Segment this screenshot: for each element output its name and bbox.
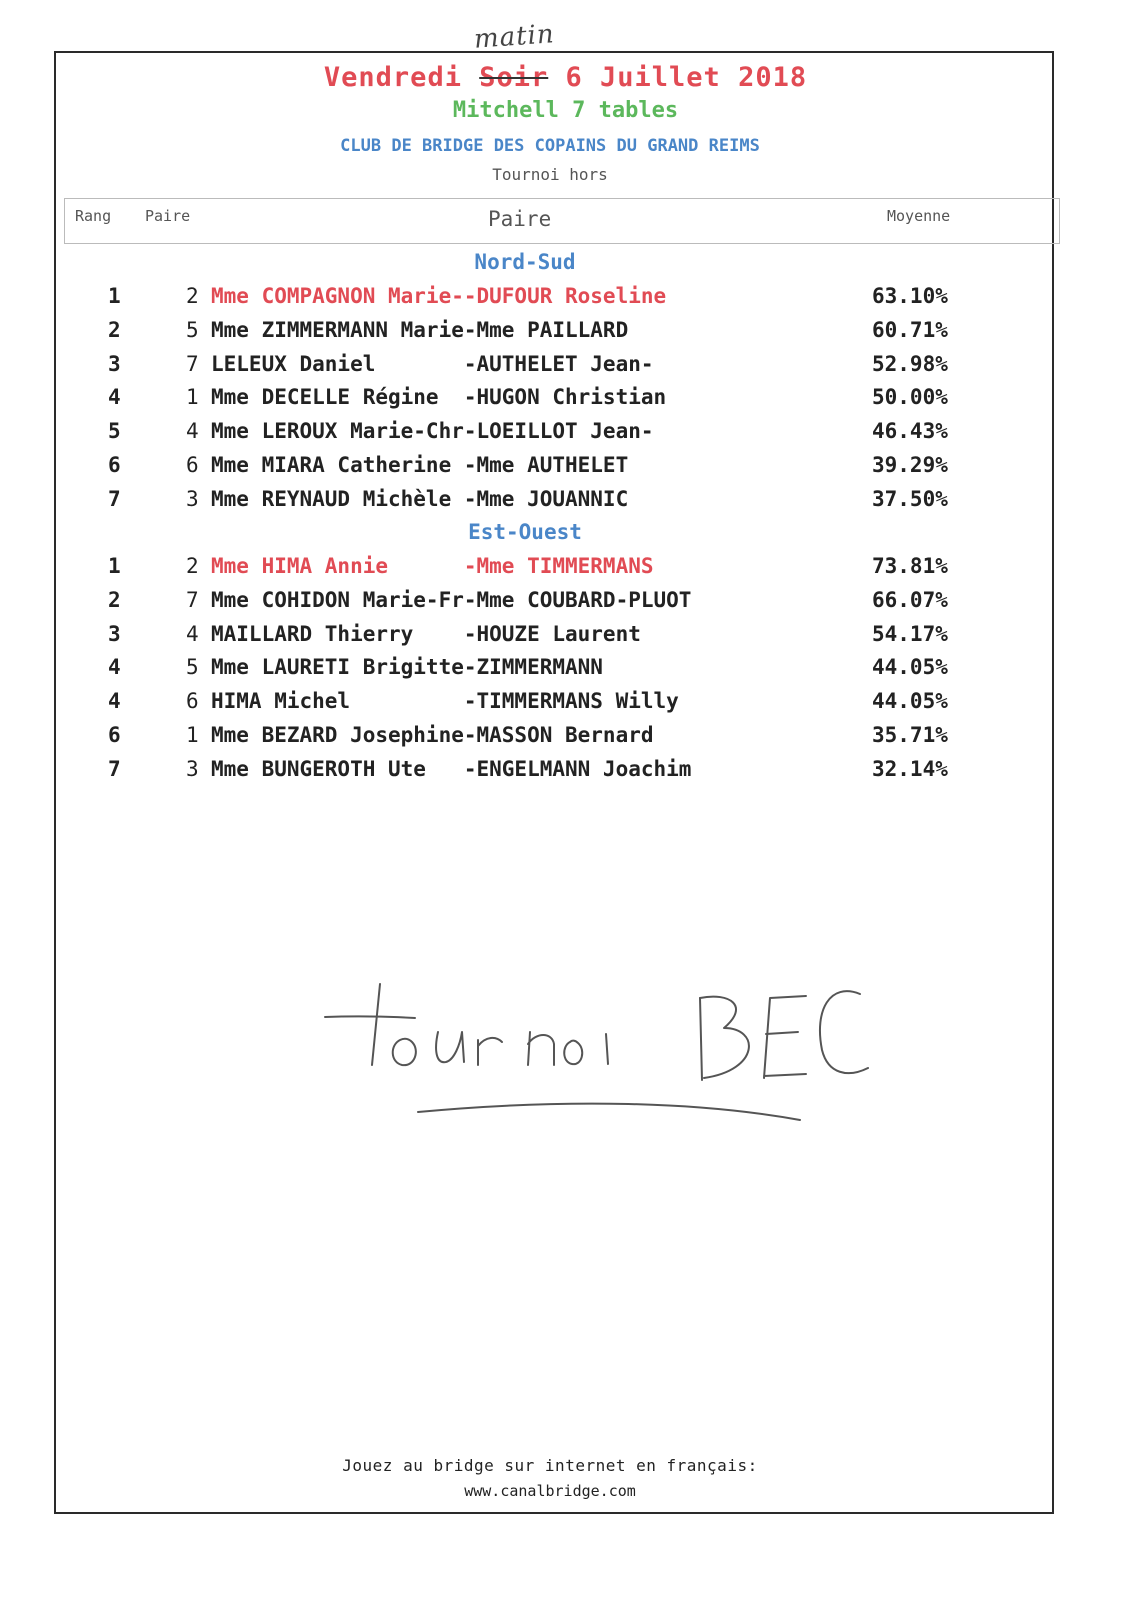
result-rang: 5 — [108, 419, 121, 444]
result-paire: 7 — [186, 351, 199, 376]
result-rang: 4 — [108, 385, 121, 410]
result-rang: 7 — [108, 486, 121, 511]
result-paire: 5 — [186, 317, 199, 342]
result-rang: 1 — [108, 554, 121, 578]
table-row — [0, 385, 1131, 419]
result-paire: 2 — [186, 284, 199, 308]
result-names: MAILLARD Thierry -HOUZE Laurent — [211, 621, 641, 646]
result-names: Mme COMPAGNON Marie--DUFOUR Roseline — [211, 284, 667, 308]
result-rang: 6 — [108, 453, 121, 477]
result-moyenne: 44.05% — [872, 689, 948, 714]
table-row — [0, 588, 1131, 622]
table-row — [0, 419, 1131, 453]
result-paire: 7 — [186, 587, 199, 612]
signature-underline — [418, 1104, 800, 1120]
result-rang: 1 — [108, 284, 121, 308]
result-names: Mme HIMA Annie -Mme TIMMERMANS — [211, 554, 654, 578]
result-rang: 6 — [108, 723, 121, 747]
result-names: Mme BEZARD Josephine-MASSON Bernard — [211, 723, 654, 747]
result-names: LELEUX Daniel -AUTHELET Jean- — [211, 351, 654, 376]
result-moyenne: 73.81% — [872, 554, 948, 578]
subtitle: Mitchell 7 tables — [452, 98, 679, 123]
column-header-paire-main: Paire — [488, 207, 552, 231]
title-date: 6 Juillet 2018 — [565, 62, 808, 93]
result-paire: 6 — [186, 453, 199, 477]
result-moyenne: 46.43% — [872, 419, 948, 444]
handwritten-signature — [320, 970, 880, 1140]
footer-text: Jouez au bridge sur internet en français: — [342, 1456, 758, 1475]
result-moyenne: 63.10% — [872, 284, 948, 308]
result-names: Mme LEROUX Marie-Chr-LOEILLOT Jean- — [211, 419, 654, 444]
result-rang: 2 — [108, 587, 121, 612]
result-paire: 6 — [186, 689, 199, 714]
result-moyenne: 39.29% — [872, 453, 948, 477]
result-moyenne: 37.50% — [872, 486, 948, 511]
result-moyenne: 66.07% — [872, 587, 948, 612]
column-header-moyenne: Moyenne — [887, 207, 951, 225]
table-row — [0, 318, 1131, 352]
result-rang: 2 — [108, 317, 121, 342]
handwritten-note: matin — [473, 19, 556, 55]
column-header-box — [64, 198, 1060, 244]
section-title: Nord-Sud — [474, 250, 576, 274]
result-paire: 3 — [186, 486, 199, 511]
result-rang: 4 — [108, 655, 121, 680]
table-row — [0, 723, 1131, 757]
table-row — [0, 622, 1131, 656]
result-moyenne: 50.00% — [872, 385, 948, 410]
table-row — [0, 757, 1131, 791]
title-struck-word: Soir — [479, 62, 549, 93]
section-title: Est-Ouest — [468, 520, 582, 544]
result-paire: 5 — [186, 655, 199, 680]
result-rang: 3 — [108, 351, 121, 376]
result-names: HIMA Michel -TIMMERMANS Willy — [211, 689, 679, 714]
result-moyenne: 32.14% — [872, 756, 948, 781]
result-names: Mme MIARA Catherine -Mme AUTHELET — [211, 453, 629, 477]
title-day: Vendredi — [323, 62, 462, 93]
result-names: Mme COHIDON Marie-Fr-Mme COUBARD-PLUOT — [211, 587, 692, 612]
result-rang: 7 — [108, 756, 121, 781]
table-row — [0, 453, 1131, 487]
table-row — [0, 554, 1131, 588]
result-names: Mme DECELLE Régine -HUGON Christian — [211, 385, 667, 410]
column-header-rang: Rang — [75, 207, 112, 225]
result-names: Mme LAURETI Brigitte-ZIMMERMANN — [211, 655, 603, 680]
column-header-paire: Paire — [145, 207, 191, 225]
footer-link[interactable]: www.canalbridge.com — [464, 1482, 636, 1500]
result-moyenne: 60.71% — [872, 317, 948, 342]
result-paire: 4 — [186, 621, 199, 646]
result-rang: 3 — [108, 621, 121, 646]
result-moyenne: 54.17% — [872, 621, 948, 646]
club-name: CLUB DE BRIDGE DES COPAINS DU GRAND REIMS — [340, 136, 760, 156]
table-row — [0, 284, 1131, 318]
result-paire: 3 — [186, 756, 199, 781]
table-row — [0, 689, 1131, 723]
result-names: Mme BUNGEROTH Ute -ENGELMANN Joachim — [211, 756, 692, 781]
result-paire: 1 — [186, 385, 199, 410]
table-row — [0, 352, 1131, 386]
table-row — [0, 655, 1131, 689]
page-title — [0, 62, 1131, 93]
result-moyenne: 52.98% — [872, 351, 948, 376]
result-moyenne: 44.05% — [872, 655, 948, 680]
result-paire: 2 — [186, 554, 199, 578]
result-names: Mme ZIMMERMANN Marie-Mme PAILLARD — [211, 317, 629, 342]
result-paire: 4 — [186, 419, 199, 444]
table-row — [0, 487, 1131, 521]
result-rang: 4 — [108, 689, 121, 714]
tournament-type: Tournoi hors — [492, 165, 608, 184]
result-paire: 1 — [186, 723, 199, 747]
result-names: Mme REYNAUD Michèle -Mme JOUANNIC — [211, 486, 629, 511]
result-moyenne: 35.71% — [872, 723, 948, 747]
